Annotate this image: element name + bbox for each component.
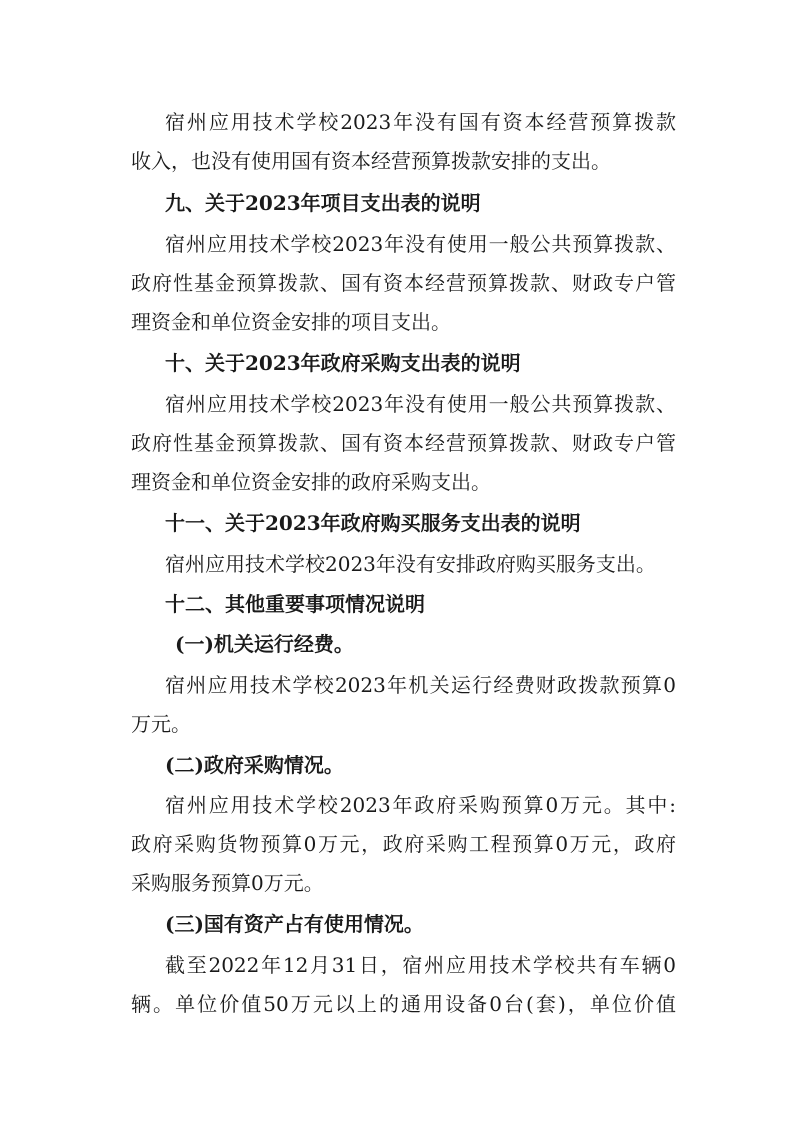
section-heading-10: 十、关于2023年政府采购支出表的说明 [165, 351, 521, 375]
paragraph-state-capital-line-2: 收入，也没有使用国有资本经营预算拨款安排的支出。 [131, 149, 611, 173]
paragraph-procurement-budget-line-1: 宿州应用技术学校2023年政府采购预算0万元。其中: [165, 793, 676, 817]
section-heading-9: 九、关于2023年项目支出表的说明 [165, 191, 481, 215]
paragraph-service-purchase: 宿州应用技术学校2023年没有安排政府购买服务支出。 [165, 552, 656, 576]
paragraph-project-expense-line-3: 理资金和单位资金安排的项目支出。 [131, 310, 451, 334]
subsection-heading-1: (一)机关运行经费。 [175, 632, 354, 656]
paragraph-procurement-line-3: 理资金和单位资金安排的政府采购支出。 [131, 470, 491, 494]
paragraph-procurement-budget-line-2: 政府采购货物预算0万元，政府采购工程预算0万元，政府 [131, 832, 676, 856]
paragraph-procurement-line-1: 宿州应用技术学校2023年没有使用一般公共预算拨款、 [165, 392, 676, 416]
paragraph-procurement-line-2: 政府性基金预算拨款、国有资本经营预算拨款、财政专户管 [131, 431, 676, 455]
section-heading-11: 十一、关于2023年政府购买服务支出表的说明 [165, 511, 581, 535]
paragraph-project-expense-line-1: 宿州应用技术学校2023年没有使用一般公共预算拨款、 [165, 232, 676, 256]
paragraph-operating-cost-line-2: 万元。 [131, 712, 191, 736]
paragraph-procurement-budget-line-3: 采购服务预算0万元。 [131, 871, 324, 895]
paragraph-operating-cost-line-1: 宿州应用技术学校2023年机关运行经费财政拨款预算0 [165, 673, 676, 697]
subsection-heading-3: (三)国有资产占有使用情况。 [165, 912, 424, 936]
subsection-heading-2: (二)政府采购情况。 [165, 753, 344, 777]
section-heading-12: 十二、其他重要事项情况说明 [165, 592, 425, 616]
paragraph-state-capital-line-1: 宿州应用技术学校2023年没有国有资本经营预算拨款 [165, 110, 676, 134]
paragraph-project-expense-line-2: 政府性基金预算拨款、国有资本经营预算拨款、财政专户管 [131, 271, 676, 295]
paragraph-assets-line-2: 辆。单位价值50万元以上的通用设备0台(套)，单位价值 [131, 992, 676, 1016]
paragraph-assets-line-1: 截至2022年12月31日，宿州应用技术学校共有车辆0 [165, 953, 676, 977]
